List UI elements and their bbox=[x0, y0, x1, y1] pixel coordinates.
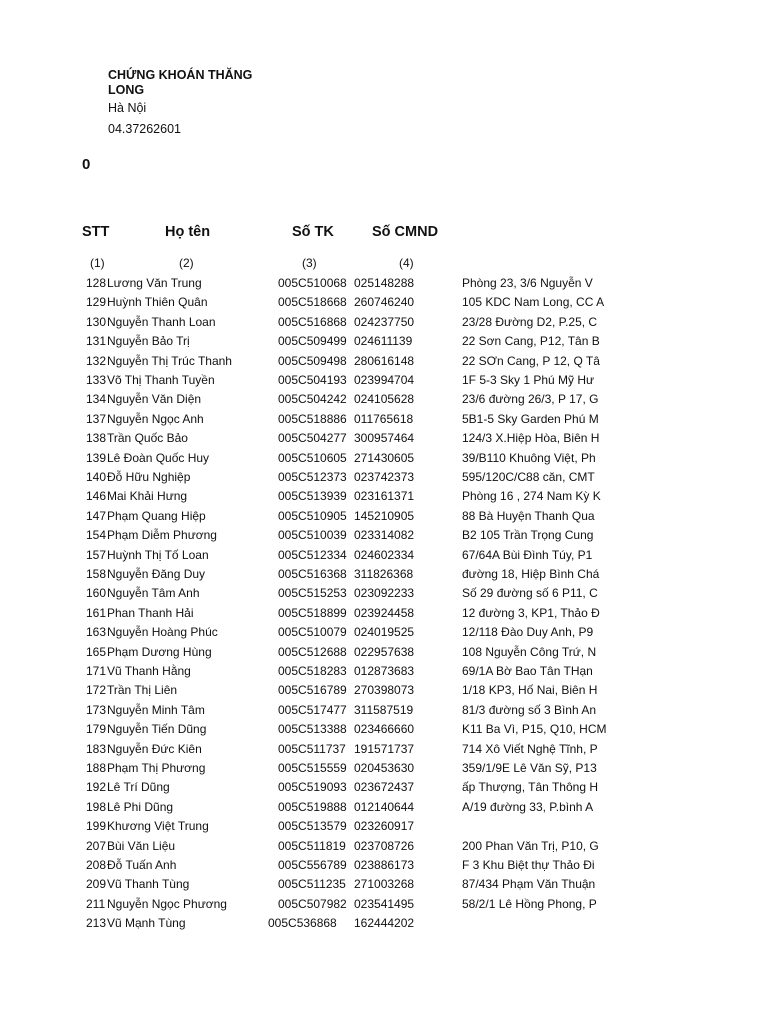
table-row bbox=[0, 683, 768, 702]
row-stt: 129 bbox=[86, 295, 107, 310]
row-stt: 207 bbox=[86, 838, 107, 853]
row-id-number: 023672437 bbox=[354, 780, 415, 795]
row-id-number: 271003268 bbox=[354, 877, 415, 892]
row-account: 005C510605 bbox=[278, 450, 347, 465]
row-stt: 139 bbox=[86, 450, 107, 465]
row-address: 359/1/9E Lê Văn Sỹ, P13 bbox=[462, 761, 597, 775]
row-account: 005C510068 bbox=[278, 276, 347, 290]
row-account: 005C515253 bbox=[278, 586, 347, 601]
row-account: 005C504193 bbox=[278, 373, 347, 387]
table-row bbox=[0, 489, 768, 508]
row-id-number: 023161371 bbox=[354, 489, 415, 504]
row-account: 005C517477 bbox=[278, 702, 347, 717]
column-index-2: (2) bbox=[179, 256, 194, 270]
row-name: Bùi Văn Liệu bbox=[107, 838, 176, 853]
row-stt: 209 bbox=[86, 877, 107, 892]
row-id-number: 024237750 bbox=[354, 314, 415, 329]
row-name: Đỗ Tuấn Anh bbox=[107, 858, 177, 872]
row-id-number: 023541495 bbox=[354, 896, 415, 911]
table-row bbox=[0, 858, 768, 877]
row-stt: 183 bbox=[86, 741, 107, 756]
table-row bbox=[0, 625, 768, 644]
row-account: 005C513388 bbox=[278, 722, 347, 737]
row-stt: 198 bbox=[86, 799, 107, 814]
row-name: Huỳnh Thị Tố Loan bbox=[107, 547, 209, 562]
row-account: 005C513579 bbox=[278, 819, 347, 834]
row-stt: 154 bbox=[86, 528, 107, 543]
row-stt: 134 bbox=[86, 392, 107, 407]
row-stt: 208 bbox=[86, 858, 107, 872]
table-row bbox=[0, 509, 768, 528]
row-id-number: 311587519 bbox=[354, 702, 414, 717]
row-stt: 211 bbox=[86, 896, 106, 911]
row-id-number: 024019525 bbox=[354, 625, 415, 640]
row-stt: 130 bbox=[86, 314, 107, 329]
row-id-number: 023886173 bbox=[354, 858, 415, 872]
table-row bbox=[0, 412, 768, 431]
table-row bbox=[0, 528, 768, 547]
row-account: 005C507982 bbox=[278, 896, 347, 911]
row-stt: 137 bbox=[86, 411, 107, 426]
table-row bbox=[0, 722, 768, 741]
row-id-number: 024611139 bbox=[354, 334, 413, 349]
row-address: 714 Xô Viết Nghệ Tĩnh, P bbox=[462, 741, 598, 756]
row-account: 005C516868 bbox=[278, 314, 347, 329]
row-name: Nguyễn Tâm Anh bbox=[107, 586, 200, 601]
column-header-account: Số TK bbox=[292, 224, 334, 240]
row-name: Phan Thanh Hải bbox=[107, 605, 194, 620]
column-header-id: Số CMND bbox=[372, 224, 439, 240]
row-id-number: 012140644 bbox=[354, 799, 415, 814]
row-name: Lê Đoàn Quốc Huy bbox=[107, 450, 210, 465]
row-id-number: 020453630 bbox=[354, 761, 415, 775]
row-stt: 131 bbox=[86, 334, 107, 349]
row-stt: 165 bbox=[86, 644, 107, 659]
table-row bbox=[0, 664, 768, 683]
company-phone: 04.37262601 bbox=[108, 122, 181, 136]
row-name: Khương Việt Trung bbox=[107, 819, 209, 834]
row-address: 124/3 X.Hiệp Hòa, Biên H bbox=[462, 431, 600, 446]
row-address: F 3 Khu Biệt thự Thảo Đi bbox=[462, 858, 595, 872]
row-account: 005C536868 bbox=[268, 916, 337, 931]
table-row bbox=[0, 470, 768, 489]
row-stt: 147 bbox=[86, 508, 107, 523]
row-account: 005C518886 bbox=[278, 411, 347, 426]
row-account: 005C504277 bbox=[278, 431, 347, 446]
row-id-number: 023924458 bbox=[354, 605, 415, 620]
row-name: Lê Trí Dũng bbox=[107, 780, 170, 795]
row-address: 12/118 Đào Duy Anh, P9 bbox=[462, 625, 594, 640]
row-id-number: 011765618 bbox=[354, 411, 414, 426]
row-name: Phạm Dương Hùng bbox=[107, 644, 212, 659]
row-account: 005C511737 bbox=[278, 741, 346, 756]
row-stt: 173 bbox=[86, 702, 107, 717]
table-row bbox=[0, 276, 768, 295]
table-row bbox=[0, 586, 768, 605]
row-id-number: 023092233 bbox=[354, 586, 415, 601]
row-stt: 213 bbox=[86, 916, 107, 931]
row-address: 87/434 Phạm Văn Thuận bbox=[462, 877, 596, 892]
row-account: 005C519093 bbox=[278, 780, 347, 795]
column-index-1: (1) bbox=[90, 256, 105, 270]
table-row bbox=[0, 780, 768, 799]
row-account: 005C556789 bbox=[278, 858, 347, 872]
row-account: 005C510079 bbox=[278, 625, 347, 640]
row-id-number: 024105628 bbox=[354, 392, 415, 407]
table-row bbox=[0, 645, 768, 664]
row-address: 595/120C/C88 căn, CMT bbox=[462, 470, 595, 484]
row-stt: 171 bbox=[86, 664, 107, 678]
row-id-number: 023314082 bbox=[354, 528, 415, 543]
row-name: Nguyễn Đức Kiên bbox=[107, 741, 202, 756]
row-id-number: 271430605 bbox=[354, 450, 415, 465]
table-row bbox=[0, 703, 768, 722]
row-id-number: 311826368 bbox=[354, 567, 414, 581]
row-name: Trần Quốc Bảo bbox=[107, 431, 188, 446]
row-name: Nguyễn Văn Diện bbox=[107, 392, 202, 407]
row-address: 1F 5-3 Sky 1 Phú Mỹ Hư bbox=[462, 373, 595, 387]
row-address: Số 29 đường số 6 P11, C bbox=[462, 586, 598, 601]
row-id-number: 270398073 bbox=[354, 683, 415, 698]
row-id-number: 024602334 bbox=[354, 547, 415, 562]
row-stt: 161 bbox=[86, 605, 107, 620]
table-row bbox=[0, 897, 768, 916]
row-address: 88 Bà Huyện Thanh Qua bbox=[462, 508, 595, 523]
table-row bbox=[0, 451, 768, 470]
row-address: 69/1A Bờ Bao Tân THạn bbox=[462, 664, 593, 678]
row-name: Nguyễn Thị Trúc Thanh bbox=[107, 353, 232, 368]
row-account: 005C516368 bbox=[278, 567, 347, 581]
row-id-number: 162444202 bbox=[354, 916, 415, 931]
row-address: Phòng 16 , 274 Nam Kỳ K bbox=[462, 489, 601, 504]
table-row bbox=[0, 373, 768, 392]
row-account: 005C509499 bbox=[278, 334, 347, 349]
row-account: 005C510905 bbox=[278, 508, 347, 523]
table-row bbox=[0, 606, 768, 625]
row-address: 22 SƠn Cang, P 12, Q Tâ bbox=[462, 353, 600, 368]
row-account: 005C512688 bbox=[278, 644, 347, 659]
row-stt: 140 bbox=[86, 470, 107, 484]
row-id-number: 023994704 bbox=[354, 373, 415, 387]
row-name: Nguyễn Ngọc Anh bbox=[107, 411, 204, 426]
row-id-number: 191571737 bbox=[354, 741, 415, 756]
column-index-4: (4) bbox=[399, 256, 414, 270]
row-stt: 132 bbox=[86, 353, 107, 368]
row-address: đường 18, Hiệp Bình Chá bbox=[462, 567, 600, 581]
table-row bbox=[0, 548, 768, 567]
row-account: 005C512373 bbox=[278, 470, 347, 484]
row-name: Trần Thị Liên bbox=[107, 683, 178, 698]
row-id-number: 023260917 bbox=[354, 819, 415, 834]
row-id-number: 300957464 bbox=[354, 431, 415, 446]
row-name: Võ Thị Thanh Tuyền bbox=[107, 373, 215, 387]
row-name: Lương Văn Trung bbox=[107, 276, 202, 290]
row-name: Vũ Thanh Tùng bbox=[107, 877, 190, 892]
row-address: 108 Nguyễn Công Trứ, N bbox=[462, 644, 597, 659]
row-stt: 192 bbox=[86, 780, 107, 795]
row-stt: 128 bbox=[86, 276, 107, 290]
row-address: 200 Phan Văn Trị, P10, G bbox=[462, 838, 599, 853]
row-id-number: 023708726 bbox=[354, 838, 415, 853]
row-id-number: 023742373 bbox=[354, 470, 415, 484]
table-row bbox=[0, 742, 768, 761]
row-name: Nguyễn Ngọc Phương bbox=[107, 896, 227, 911]
row-account: 005C512334 bbox=[278, 547, 347, 562]
column-header-stt: STT bbox=[82, 224, 110, 240]
row-address: 81/3 đường số 3 Bình An bbox=[462, 702, 596, 717]
row-id-number: 025148288 bbox=[354, 276, 415, 290]
row-stt: 146 bbox=[86, 489, 107, 504]
row-name: Phạm Thị Phương bbox=[107, 761, 206, 775]
row-name: Nguyễn Bảo Trị bbox=[107, 334, 190, 349]
row-name: Huỳnh Thiên Quân bbox=[107, 295, 208, 310]
row-stt: 163 bbox=[86, 625, 107, 640]
table-row bbox=[0, 295, 768, 314]
row-id-number: 145210905 bbox=[354, 508, 415, 523]
row-name: Nguyễn Hoàng Phúc bbox=[107, 625, 218, 640]
row-address: 105 KDC Nam Long, CC A bbox=[462, 295, 605, 310]
row-address: 23/6 đường 26/3, P 17, G bbox=[462, 392, 599, 407]
row-address: 39/B110 Khuông Việt, Ph bbox=[462, 450, 596, 465]
row-address: 58/2/1 Lê Hồng Phong, P bbox=[462, 896, 597, 911]
row-address: 22 Sơn Cang, P12, Tân B bbox=[462, 334, 600, 349]
column-header-name: Họ tên bbox=[165, 224, 211, 240]
row-account: 005C518668 bbox=[278, 295, 347, 310]
row-address: 23/28 Đường D2, P.25, C bbox=[462, 314, 598, 329]
row-address: B2 105 Trần Trọng Cung bbox=[462, 528, 594, 543]
column-index-3: (3) bbox=[302, 256, 317, 270]
row-account: 005C515559 bbox=[278, 761, 347, 775]
row-address: Phòng 23, 3/6 Nguyễn V bbox=[462, 276, 593, 290]
row-stt: 133 bbox=[86, 373, 107, 387]
table-row bbox=[0, 315, 768, 334]
row-address: 1/18 KP3, Hố Nai, Biên H bbox=[462, 683, 598, 698]
row-address: 5B1-5 Sky Garden Phú M bbox=[462, 411, 599, 426]
row-account: 005C511235 bbox=[278, 877, 346, 892]
table-row bbox=[0, 431, 768, 450]
row-name: Vũ Thanh Hằng bbox=[107, 664, 191, 678]
row-name: Nguyễn Đăng Duy bbox=[107, 567, 206, 581]
row-address: A/19 đường 33, P.bình A bbox=[462, 799, 594, 814]
row-stt: 199 bbox=[86, 819, 107, 834]
row-account: 005C513939 bbox=[278, 489, 347, 504]
table-row bbox=[0, 916, 768, 935]
table-row bbox=[0, 392, 768, 411]
company-city: Hà Nội bbox=[108, 101, 147, 115]
row-id-number: 280616148 bbox=[354, 353, 415, 368]
row-id-number: 260746240 bbox=[354, 295, 415, 310]
row-name: Đỗ Hữu Nghiệp bbox=[107, 470, 191, 484]
row-address: 12 đường 3, KP1, Thảo Đ bbox=[462, 605, 600, 620]
table-row bbox=[0, 567, 768, 586]
row-account: 005C518899 bbox=[278, 605, 347, 620]
row-id-number: 023466660 bbox=[354, 722, 415, 737]
row-stt: 158 bbox=[86, 567, 107, 581]
table-row bbox=[0, 839, 768, 858]
row-account: 005C511819 bbox=[278, 838, 346, 853]
row-name: Nguyễn Tiến Dũng bbox=[107, 722, 207, 737]
row-account: 005C509498 bbox=[278, 353, 347, 368]
row-name: Nguyễn Thanh Loan bbox=[107, 314, 216, 329]
row-stt: 188 bbox=[86, 761, 107, 775]
row-name: Mai Khải Hưng bbox=[107, 489, 188, 504]
table-row bbox=[0, 877, 768, 896]
row-name: Vũ Mạnh Tùng bbox=[107, 916, 186, 931]
row-stt: 138 bbox=[86, 431, 107, 446]
row-stt: 157 bbox=[86, 547, 107, 562]
row-stt: 172 bbox=[86, 683, 107, 698]
row-id-number: 022957638 bbox=[354, 644, 415, 659]
row-account: 005C516789 bbox=[278, 683, 347, 698]
row-address: ấp Thượng, Tân Thông H bbox=[462, 780, 598, 795]
row-name: Lê Phi Dũng bbox=[107, 799, 174, 814]
row-address: 67/64A Bùi Đình Túy, P1 bbox=[462, 547, 593, 562]
table-row bbox=[0, 819, 768, 838]
row-stt: 160 bbox=[86, 586, 107, 601]
row-account: 005C519888 bbox=[278, 799, 347, 814]
row-name: Phạm Quang Hiệp bbox=[107, 508, 206, 523]
table-row bbox=[0, 334, 768, 353]
table-row bbox=[0, 761, 768, 780]
table-row bbox=[0, 354, 768, 373]
row-account: 005C510039 bbox=[278, 528, 347, 543]
row-name: Nguyễn Minh Tâm bbox=[107, 702, 205, 717]
company-name: CHỨNG KHOÁN THĂNG LONG bbox=[108, 68, 253, 97]
document-number: 0 bbox=[82, 156, 91, 173]
row-stt: 179 bbox=[86, 722, 107, 737]
row-address: K11 Ba Vì, P15, Q10, HCM bbox=[462, 722, 607, 737]
table-row bbox=[0, 800, 768, 819]
row-account: 005C518283 bbox=[278, 664, 347, 678]
row-account: 005C504242 bbox=[278, 392, 347, 407]
row-name: Phạm Diễm Phương bbox=[107, 528, 217, 543]
row-id-number: 012873683 bbox=[354, 664, 415, 678]
